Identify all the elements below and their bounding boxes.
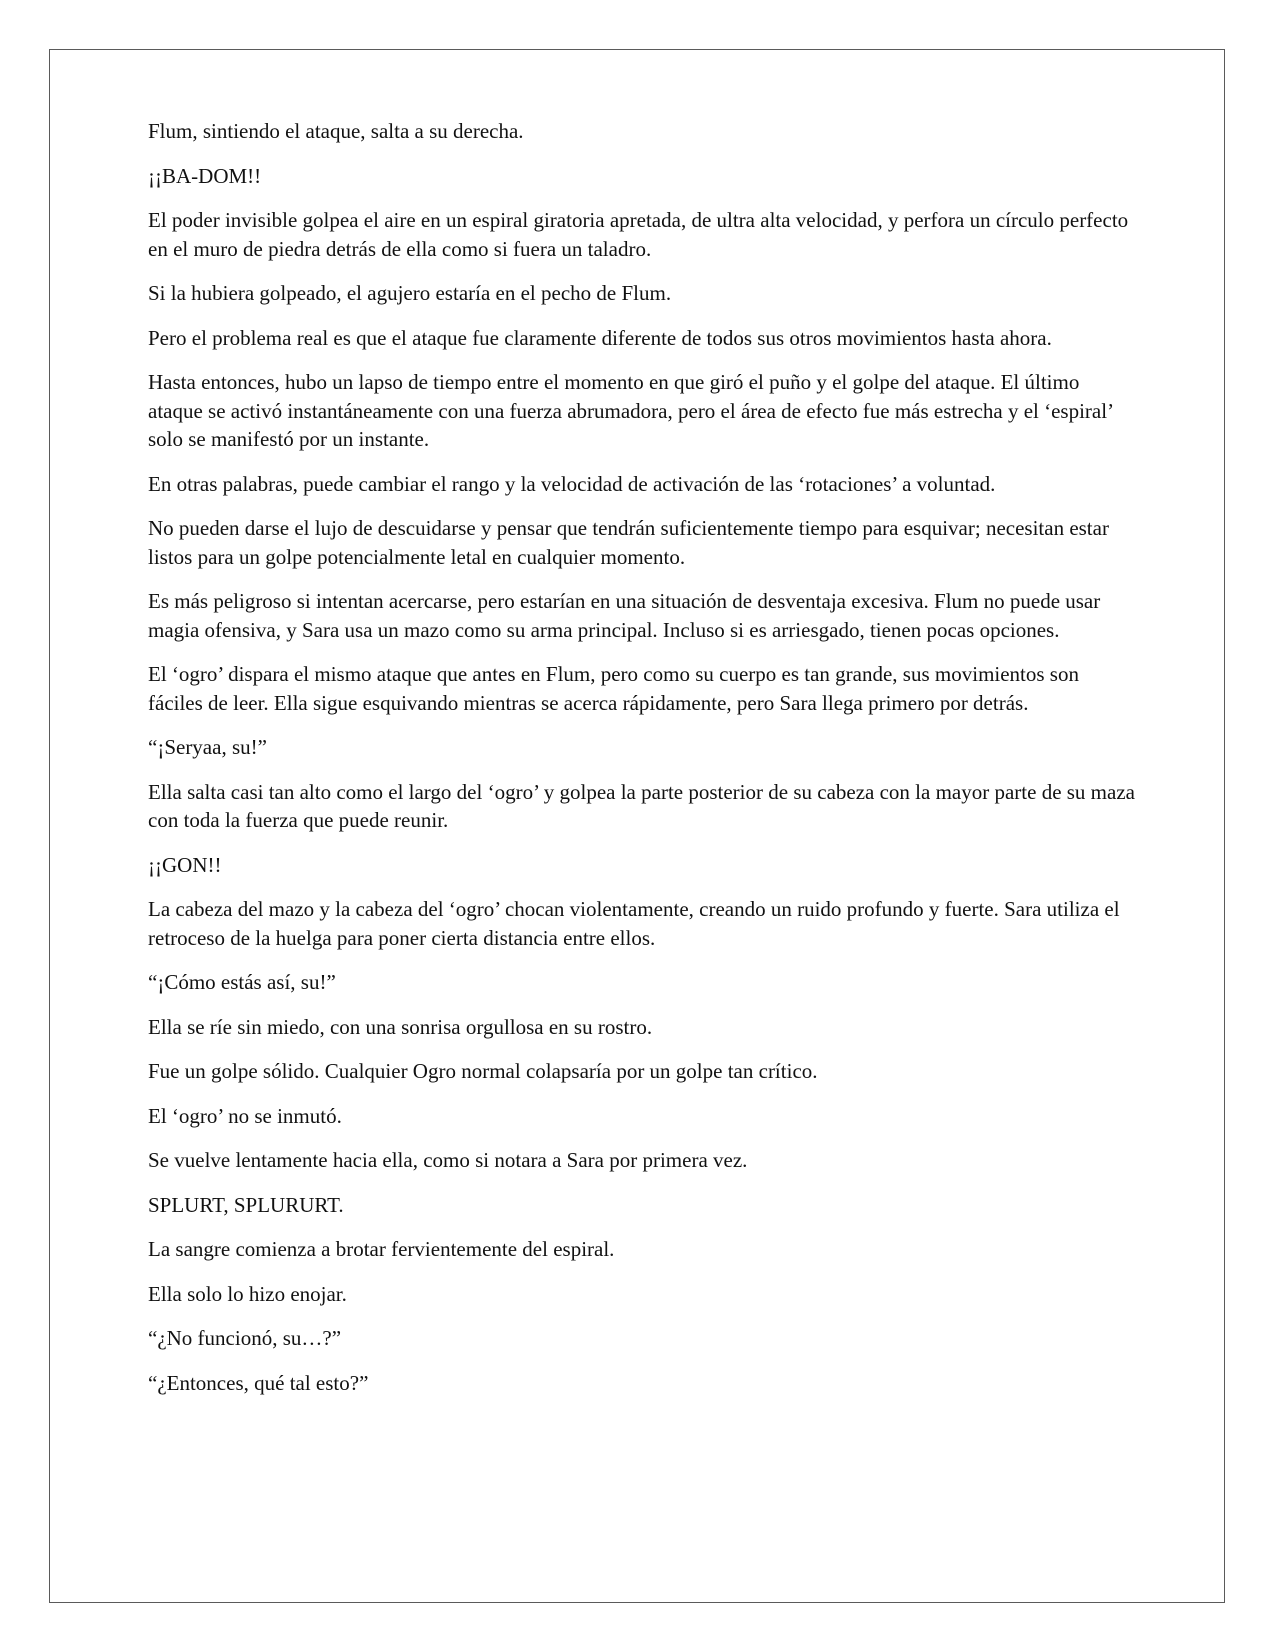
paragraph: Ella se ríe sin miedo, con una sonrisa orgullosa en su rostro. [148,1014,653,1039]
paragraph: Pero el problema real es que el ataque fue claramente diferente de todos sus otros movimientos hasta ahora. [148,325,1052,350]
paragraph: La cabeza del mazo y la cabeza del ‘ogro’ chocan violentamente, creando un ruido profundo y fuerte. Sara utiliza el retroceso de la huelga para poner cierta distancia entre ellos. [148,897,1120,950]
paragraph: Se vuelve lentamente hacia ella, como si notara a Sara por primera vez. [148,1148,748,1172]
paragraph: ¡¡BA-DOM!! [148,163,262,188]
paragraph: SPLURT, SPLURURT. [148,1192,344,1217]
paragraph: Ella salta casi tan alto como el largo del ‘ogro’ y golpea la parte posterior de su cabeza con la mayor parte de su maza con toda la fuerza que puede reunir. [148,779,1135,832]
paragraph: ¡¡GON!! [148,852,222,877]
paragraph: Ella solo lo hizo enojar. [148,1281,347,1306]
paragraph: El ‘ogro’ dispara el mismo ataque que antes en Flum, pero como su cuerpo es tan grande, sus movimientos son fáciles de leer. Ella sigue esquivando mientras se acerca rápidamente, pero Sara llega primero por detrás. [148,662,1079,715]
paragraph: El poder invisible golpea el aire en un espiral giratoria apretada, de ultra alta velocidad, y perfora un círculo perfecto en el muro de piedra detrás de ella como si fuera un taladro. [148,208,1129,261]
paragraph: Fue un golpe sólido. Cualquier Ogro normal colapsaría por un golpe tan crítico. [148,1059,818,1083]
paragraph: “¡Seryaa, su!” [148,735,267,759]
paragraph: “¿Entonces, qué tal esto?” [148,1370,369,1395]
document-body [148,117,1138,1413]
paragraph: “¡Cómo estás así, su!” [148,970,336,994]
paragraph: Flum, sintiendo el ataque, salta a su derecha. [148,119,524,143]
paragraph: En otras palabras, puede cambiar el rango y la velocidad de activación de las ‘rotaciones’ a voluntad. [148,471,996,496]
paragraph: “¿No funcionó, su…?” [148,1326,342,1350]
paragraph: Hasta entonces, hubo un lapso de tiempo entre el momento en que giró el puño y el golpe del ataque. El último ataque se activó instantáneamente con una fuerza abrumadora, pero el área de efecto fue más estrecha y el ‘espiral’ solo se manifestó por un instante. [148,370,1113,451]
paragraph: Si la hubiera golpeado, el agujero estaría en el pecho de Flum. [148,281,672,305]
paragraph: No pueden darse el lujo de descuidarse y pensar que tendrán suficientemente tiempo para esquivar; necesitan estar listos para un golpe potencialmente letal en cualquier momento. [148,516,1109,569]
paragraph: La sangre comienza a brotar fervientemente del espiral. [148,1237,615,1261]
paragraph: El ‘ogro’ no se inmutó. [148,1103,342,1128]
paragraph: Es más peligroso si intentan acercarse, pero estarían en una situación de desventaja excesiva. Flum no puede usar magia ofensiva, y Sara usa un mazo como su arma principal. Incluso si es arriesgado, tienen pocas opciones. [148,589,1101,642]
